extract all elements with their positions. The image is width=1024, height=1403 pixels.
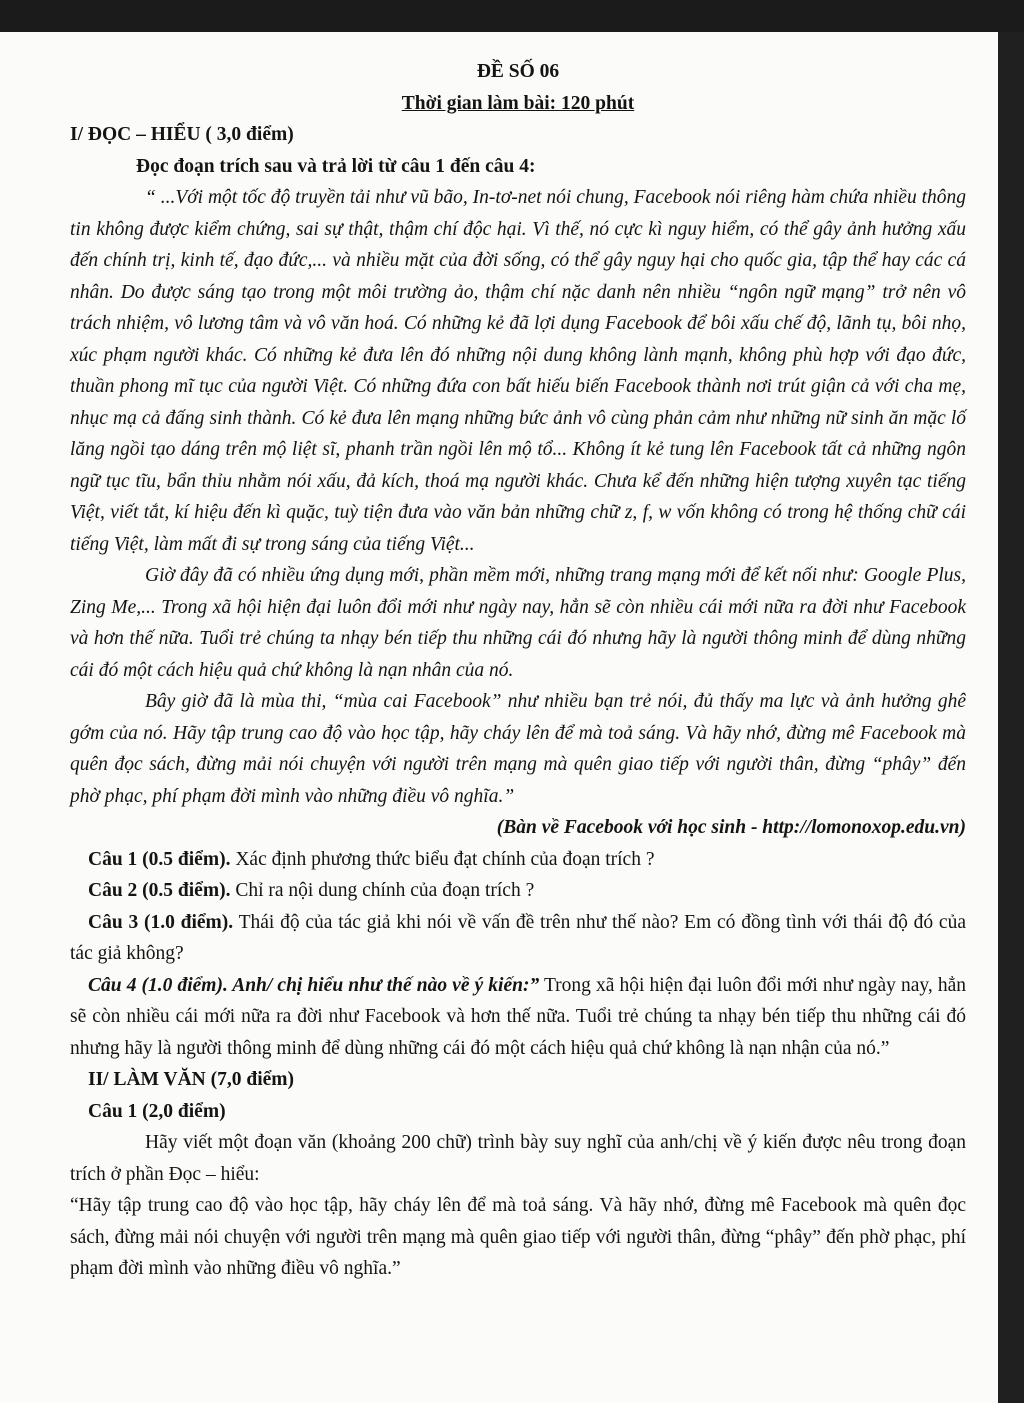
question-4 [70,970,966,1065]
question-1 [70,844,966,876]
part2-question-1-text: Hãy viết một đoạn văn (khoảng 200 chữ) trình bày suy nghĩ của anh/chị về ý kiến được nêu trong đoạn trích ở phần Đọc – hiểu: [70,1132,966,1185]
document-page [0,32,998,1403]
exam-number: ĐỀ SỐ 06 [476,61,560,82]
right-dark-edge [998,32,1024,1403]
part2-title: II/ LÀM VĂN (7,0 điểm) [88,1069,295,1090]
question-4-text: Trong xã hội hiện đại luôn đổi mới như ngày nay, hẳn sẽ còn nhiều cái mới nữa ra đời như Facebook và hơn thế nữa. Tuổi trẻ chúng ta nhạy bén tiếp thu những cái đó nhưng hãy là người thông minh để dùng những cái đó một cách hiệu quả chứ không là nạn nhận của nó.” [70,974,966,1059]
question-3 [70,907,966,970]
question-4-label: Câu 4 (1.0 điểm). Anh/ chị hiểu như thế nào về ý kiến:” [88,974,540,996]
passage-paragraph-2: Giờ đây đã có nhiều ứng dụng mới, phần mềm mới, những trang mạng mới để kết nối như: Google Plus, Zing Me,... Trong xã hội hiện đại luôn đổi mới như ngày nay, hẳn sẽ còn nhiều cái mới nữa ra đời như Facebook và hơn thế nữa. Tuổi trẻ chúng ta nhạy bén tiếp thu những cái đó nhưng hãy là người thông minh để dùng những cái đó một cách hiệu quả chứ không là nạn nhân của nó. [70,565,966,681]
question-1-label: Câu 1 (0.5 điểm). [88,848,231,870]
part1-instruction: Đọc đoạn trích sau và trả lời từ câu 1 đến câu 4: [136,155,536,177]
passage-paragraph-1: “ ...Với một tốc độ truyền tải như vũ bão, In-tơ-net nói chung, Facebook nói riêng hàm chứa nhiều thông tin không được kiểm chứng, sai sự thật, thậm chí độc hại. Vì thế, nó cực kì nguy hiểm, có thể gây ảnh hưởng xấu đến chính trị, kinh tế, đạo đức,... và nhiều mặt của đời sống, có thể gây nguy hại cho quốc gia, tập thể hay các cá nhân. Do được sáng tạo trong một môi trường ảo, thậm chí nặc danh nên nhiều “ngôn ngữ mạng” trở nên vô trách nhiệm, vô lương tâm và vô văn hoá. Có những kẻ đã lợi dụng Facebook để bôi xấu chế độ, lãnh tụ, bôi nhọ, xúc phạm người khác. Có những kẻ đưa lên đó những nội dung không lành mạnh, không phù hợp với đạo đức, thuần phong mĩ tục của người Việt. Có những đứa con bất hiếu biến Facebook thành nơi trút giận cả với cha mẹ, nhục mạ cả đấng sinh thành. Có kẻ đưa lên mạng những bức ảnh vô cùng phản cảm như những nữ sinh ăn mặc lố lăng ngồi tạo dáng trên mộ liệt sĩ, phanh trần ngồi lên mộ tổ... Không ít kẻ tung lên Facebook tất cả những ngôn ngữ tục tĩu, bẩn thỉu nhằm nói xấu, đả kích, thoá mạ người khác. Chưa kể đến những hiện tượng xuyên tạc tiếng Việt, viết tắt, kí hiệu đến kì quặc, tuỳ tiện đưa vào văn bản những chữ z, f, w vốn không có trong hệ thống chữ cái tiếng Việt, làm mất đi sự trong sáng của tiếng Việt... [70,187,966,555]
question-2-text: Chỉ ra nội dung chính của đoạn trích ? [230,880,535,901]
document-content [70,56,966,1285]
part2-question-1-label: Câu 1 (2,0 điểm) [88,1100,226,1122]
exam-time: Thời gian làm bài: 120 phút [401,92,635,114]
part1-title: I/ ĐỌC – HIỂU ( 3,0 điểm) [70,124,294,145]
part2-question-1-quote: “Hãy tập trung cao độ vào học tập, hãy cháy lên để mà toả sáng. Và hãy nhớ, đừng mê Facebook mà quên đọc sách, đừng mải nói chuyện với người trên mạng mà quên giao tiếp với người thân, đừng “phây” đến phờ phạc, phí phạm đời mình vào những điều vô nghĩa.” [70,1195,966,1279]
question-3-text: Thái độ của tác giả khi nói về vấn đề trên như thế nào? Em có đồng tình với thái độ đó của tác giả không? [70,911,966,964]
question-2 [70,875,966,907]
passage-source: (Bàn về Facebook với học sinh - http://lomonoxop.edu.vn) [496,817,966,838]
question-2-label: Câu 2 (0.5 điểm). [88,880,231,901]
top-dark-bar [0,0,1024,32]
question-1-text: Xác định phương thức biểu đạt chính của đoạn trích ? [230,848,655,870]
passage-paragraph-3: Bây giờ đã là mùa thi, “mùa cai Facebook” như nhiều bạn trẻ nói, đủ thấy ma lực và ảnh hưởng ghê gớm của nó. Hãy tập trung cao độ vào học tập, hãy cháy lên để mà toả sáng. Và hãy nhớ, đừng mê Facebook mà quên đọc sách, đừng mải nói chuyện với người trên mạng mà quên giao tiếp với người thân, đừng “phây” đến phờ phạc, phí phạm đời mình vào những điều vô nghĩa.” [70,691,966,807]
question-3-label: Câu 3 (1.0 điểm). [88,911,234,933]
